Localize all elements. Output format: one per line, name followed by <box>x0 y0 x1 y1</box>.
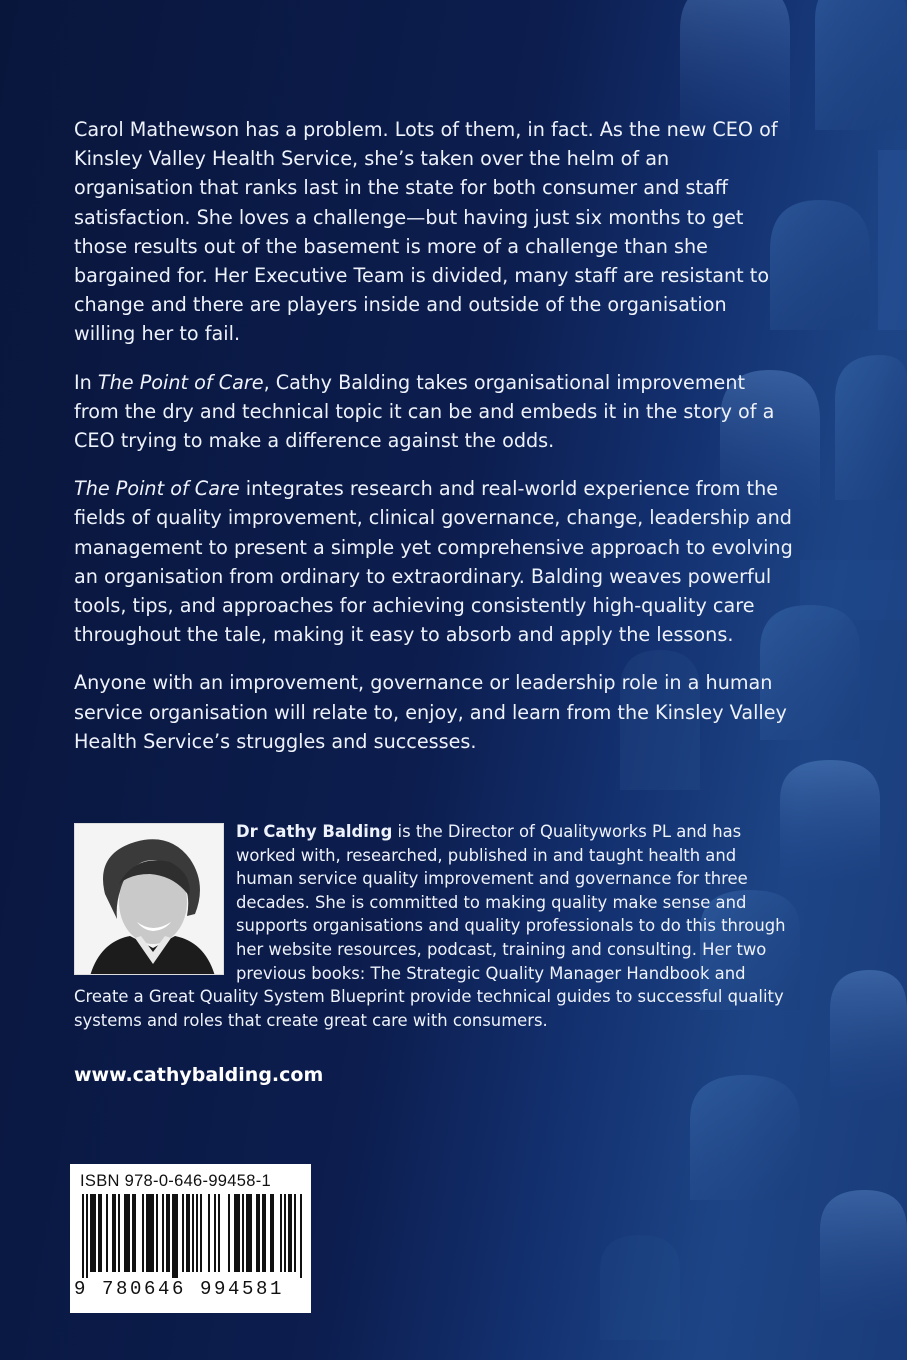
barcode-bar <box>176 1194 178 1278</box>
barcode-bar <box>134 1194 136 1272</box>
barcode-bar <box>148 1194 150 1272</box>
barcode-bar <box>214 1194 216 1272</box>
author-website[interactable]: www.cathybalding.com <box>74 1064 324 1086</box>
isbn-label: ISBN 978-0-646-99458-1 <box>80 1172 271 1190</box>
barcode-bar <box>98 1194 100 1272</box>
blurb-paragraph-3 <box>74 474 794 649</box>
barcode-bar <box>200 1194 202 1272</box>
barcode-bar <box>90 1194 92 1272</box>
barcode-bar <box>146 1194 148 1272</box>
barcode-bar <box>246 1194 248 1272</box>
barcode-bar <box>256 1194 258 1272</box>
barcode-bar <box>126 1194 128 1272</box>
barcode-bar <box>228 1194 230 1272</box>
barcode-bars <box>78 1194 304 1278</box>
barcode-bar <box>270 1194 272 1272</box>
barcode-bar <box>142 1194 144 1272</box>
barcode-bar <box>248 1194 250 1272</box>
barcode-bar <box>272 1194 274 1272</box>
author-bio <box>74 820 789 1032</box>
barcode-bar <box>106 1194 108 1272</box>
barcode-bar <box>114 1194 116 1272</box>
barcode-bar <box>186 1194 188 1272</box>
barcode-bar <box>166 1194 168 1272</box>
barcode-bar <box>182 1194 184 1272</box>
barcode-bar <box>280 1194 282 1272</box>
barcode-bar <box>208 1194 210 1272</box>
barcode-digits: 9 780646 994581 <box>74 1278 285 1300</box>
barcode-bar <box>236 1194 238 1272</box>
barcode-bar <box>192 1194 194 1272</box>
barcode-bar <box>112 1194 114 1272</box>
barcode-bar <box>118 1194 120 1272</box>
barcode-bar <box>284 1194 286 1272</box>
book-title-italic: The Point of Care <box>97 370 264 394</box>
barcode-bar <box>196 1194 198 1272</box>
barcode-bar <box>262 1194 264 1272</box>
blurb-p2-lead: In <box>74 370 98 394</box>
barcode-bar <box>294 1194 296 1272</box>
barcode-bar <box>174 1194 176 1278</box>
barcode-bar <box>156 1194 158 1272</box>
barcode-bar <box>86 1194 88 1278</box>
blurb <box>74 115 794 775</box>
blurb-paragraph-1: Carol Mathewson has a problem. Lots of them, in fact. As the new CEO of Kinsley Valley Health Service, she’s taken over the helm of an organisation that ranks last in the state for both consumer and staff satisfaction. She loves a challenge—but having just six months to get those results out of the basement is more of a challenge than she bargained for. Her Executive Team is divided, many staff are resistant to change and there are players inside and outside of the organisation willing her to fail. <box>74 118 778 346</box>
barcode-bar <box>188 1194 190 1272</box>
barcode-bar <box>152 1194 154 1272</box>
barcode-bar <box>258 1194 260 1272</box>
barcode-bar <box>128 1194 130 1272</box>
barcode-bar <box>234 1194 236 1272</box>
isbn-barcode <box>70 1164 311 1313</box>
blurb-paragraph-2 <box>74 368 794 456</box>
author-bio-text: is the Director of Qualityworks PL and has worked with, researched, published in and taught health and human service quality improvement and governance for three decades. She is committed to making quality make sense and supports organisations and quality professionals to do this through her website resources, podcast, training and consulting. Her two previous books: The Strategic Quality Manager Handbook and Create a Great Quality System Blueprint provide technical guides to successful quality systems and roles that create great care with consumers. <box>74 822 786 1030</box>
book-title-italic: The Point of Care <box>74 477 240 501</box>
barcode-bar <box>100 1194 102 1272</box>
barcode-bar <box>250 1194 252 1272</box>
barcode-bar <box>92 1194 94 1272</box>
blurb-paragraph-4: Anyone with an improvement, governance or leadership role in a human service organisation will relate to, enjoy, and learn from the Kinsley Valley Health Service’s struggles and successes. <box>74 671 787 753</box>
barcode-bar <box>124 1194 126 1272</box>
blurb-p3-body: integrates research and real-world experience from the fields of quality improvement, clinical governance, change, leadership and management to present a simple yet comprehensive approach to evolving an organisation from ordinary to extraordinary. Balding weaves powerful tools, tips, and approaches for achieving consistently high-quality care throughout the tale, making it easy to absorb and apply the lessons. <box>74 477 793 647</box>
barcode-bar <box>290 1194 292 1272</box>
barcode-bar <box>82 1194 84 1278</box>
barcode-bar <box>238 1194 240 1272</box>
barcode-bar <box>162 1194 164 1272</box>
barcode-bar <box>150 1194 152 1272</box>
barcode-bar <box>94 1194 96 1272</box>
barcode-bar <box>288 1194 290 1272</box>
barcode-bar <box>264 1194 266 1272</box>
barcode-bar <box>300 1194 302 1278</box>
author-name: Dr Cathy Balding <box>236 822 393 841</box>
barcode-bar <box>168 1194 170 1272</box>
barcode-bar <box>242 1194 244 1272</box>
barcode-bar <box>172 1194 174 1278</box>
barcode-bar <box>132 1194 134 1272</box>
barcode-bar <box>218 1194 220 1272</box>
photo-spacer <box>74 820 236 970</box>
blurb-p2-body: , Cathy Balding takes organisational improvement from the dry and technical topic it can be and embeds it in the story of a CEO trying to make a difference against the odds. <box>74 370 775 453</box>
